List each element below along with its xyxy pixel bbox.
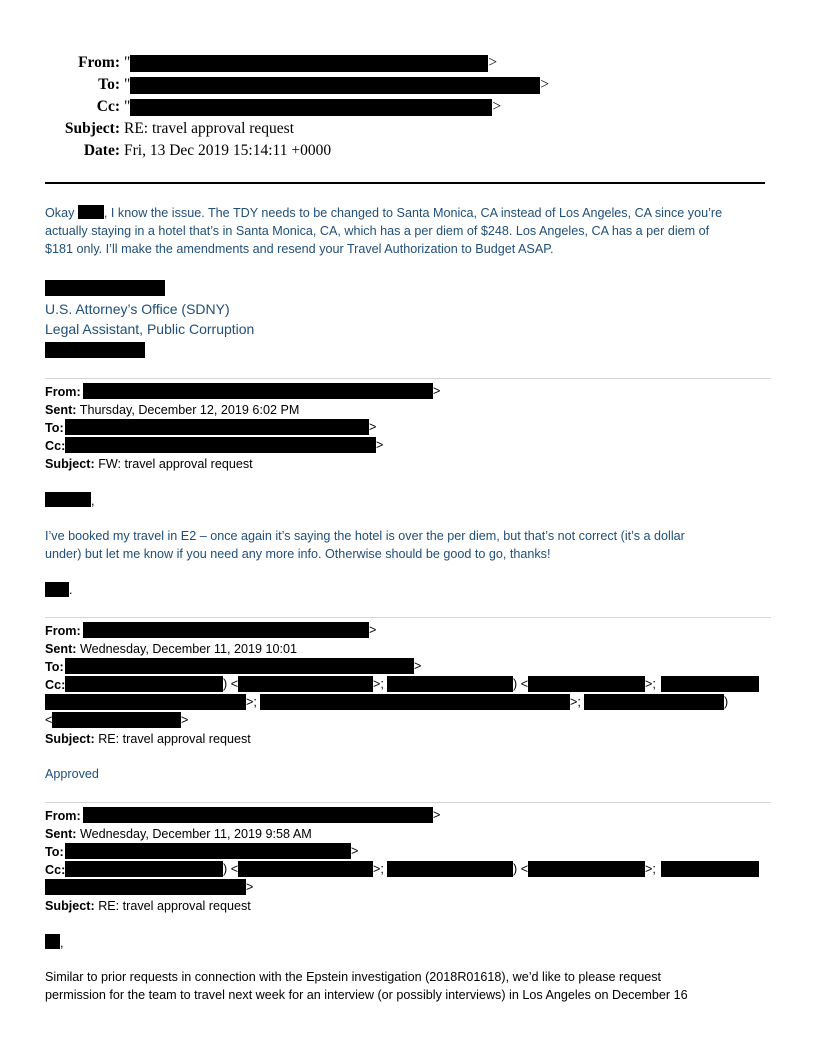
msg3-subject-label: Subject:	[45, 899, 95, 913]
msg2-subject: RE: travel approval request	[98, 732, 251, 746]
redaction	[78, 205, 104, 219]
recipient-separator: >;	[645, 862, 656, 876]
msg3-to-label: To:	[45, 845, 64, 859]
recipient-separator: >;	[373, 677, 384, 691]
msg3-cc-label: Cc:	[45, 863, 66, 877]
redaction	[65, 658, 414, 674]
redaction	[238, 676, 373, 692]
msg3-sent-row	[45, 825, 312, 843]
msg1-sent: Thursday, December 12, 2019 6:02 PM	[79, 403, 300, 417]
msg2-sent-row	[45, 640, 297, 658]
redaction	[45, 879, 246, 895]
redaction	[45, 342, 145, 358]
msg2-body: Approved	[45, 767, 99, 781]
recipient-separator: >;	[373, 862, 384, 876]
redaction	[65, 419, 369, 435]
redaction	[387, 861, 513, 877]
header-cc-row	[0, 98, 816, 120]
redaction	[65, 861, 223, 877]
msg1-to-row	[45, 419, 64, 437]
redaction	[260, 694, 570, 710]
reply-line-3: $181 only. I’ll make the amendments and resend your Travel Authorization to Budget ASAP.	[45, 242, 554, 256]
angle-bracket: >	[351, 844, 359, 858]
msg2-subject-label: Subject:	[45, 732, 95, 746]
header-cc-value: " >	[124, 98, 502, 115]
reply-text: , I know the issue. The TDY needs to be changed to Santa Monica, CA instead of Los Angeles, CA since you’re	[103, 206, 723, 220]
header-to-value: " >	[124, 76, 550, 93]
reply-greeting: Okay	[45, 206, 75, 220]
header-date-label: Date:	[83, 142, 120, 159]
redaction	[661, 861, 759, 877]
redaction	[130, 77, 540, 94]
msg3-sent-label: Sent:	[45, 827, 77, 841]
angle-bracket: >	[414, 659, 422, 673]
header-divider	[45, 182, 765, 184]
angle-bracket: >	[376, 438, 384, 452]
msg1-from-label: From:	[45, 385, 81, 399]
redaction	[130, 99, 492, 116]
msg1-from-row	[45, 383, 81, 401]
header-subject: RE: travel approval request	[124, 120, 295, 137]
angle-bracket: >	[433, 808, 441, 822]
angle-bracket: >	[433, 384, 441, 398]
msg1-subject-label: Subject:	[45, 457, 95, 471]
redaction	[130, 55, 488, 72]
msg3-subject-row	[45, 897, 251, 915]
angle-bracket: >	[369, 623, 377, 637]
msg1-sent-row	[45, 401, 299, 419]
msg1-subject-row	[45, 455, 253, 473]
header-to-row	[0, 76, 816, 98]
msg3-to-row	[45, 843, 64, 861]
redaction	[65, 843, 351, 859]
header-from-label: From:	[78, 54, 120, 71]
redaction	[45, 694, 246, 710]
recipient-separator: ) <	[513, 862, 529, 876]
header-from-row	[0, 54, 816, 76]
redaction	[661, 676, 759, 692]
redaction	[584, 694, 724, 710]
comma: ,	[91, 494, 95, 508]
recipient-separator: ) <	[223, 677, 239, 691]
angle-bracket: >	[181, 713, 189, 727]
redaction	[65, 676, 223, 692]
recipient-separator: )	[724, 695, 729, 709]
angle-bracket: >	[369, 420, 377, 434]
header-subject-label: Subject:	[64, 120, 120, 137]
msg1-subject: FW: travel approval request	[98, 457, 253, 471]
redaction	[65, 437, 376, 453]
recipient-separator: ) <	[223, 862, 239, 876]
redaction	[528, 861, 645, 877]
header-from-value: " >	[124, 54, 498, 71]
msg3-body-line-1: Similar to prior requests in connection with the Epstein investigation (2018R01618), we’d like to please request	[45, 970, 662, 984]
recipient-separator: >;	[246, 695, 257, 709]
redaction	[45, 280, 165, 296]
msg3-sent: Wednesday, December 11, 2019 9:58 AM	[79, 827, 312, 841]
msg2-cc-label: Cc:	[45, 678, 66, 692]
msg3-from-row	[45, 807, 81, 825]
msg1-body-line-2: under) but let me know if you need any more info. Otherwise should be good to go, thanks!	[45, 547, 551, 561]
redaction	[45, 582, 69, 597]
signature-office: U.S. Attorney’s Office (SDNY)	[45, 301, 230, 317]
msg2-cc-row	[45, 676, 65, 694]
msg1-sent-label: Sent:	[45, 403, 77, 417]
msg3-cc-row	[45, 861, 65, 879]
header-to-label: To:	[98, 76, 120, 93]
redaction	[528, 676, 645, 692]
msg3-subject: RE: travel approval request	[98, 899, 251, 913]
header-date: Fri, 13 Dec 2019 15:14:11 +0000	[124, 142, 332, 159]
msg1-to-label: To:	[45, 421, 64, 435]
msg3-from-label: From:	[45, 809, 81, 823]
message-divider	[45, 378, 771, 379]
header-subject-row	[0, 120, 816, 142]
signature-title: Legal Assistant, Public Corruption	[45, 321, 255, 337]
email-header	[0, 54, 816, 164]
redaction	[83, 807, 433, 823]
reply-line-1	[45, 204, 722, 222]
msg3-body-line-2: permission for the team to travel next week for an interview (or possibly interviews) in Los Angeles on December 16	[45, 988, 688, 1002]
header-date-row	[0, 142, 816, 164]
msg2-sent: Wednesday, December 11, 2019 10:01	[79, 642, 298, 656]
msg2-from-row	[45, 622, 81, 640]
msg1-body-line-1: I’ve booked my travel in E2 – once again it’s saying the hotel is over the per diem, but that’s not correct (it’s a dollar	[45, 529, 685, 543]
redaction	[45, 934, 60, 949]
redaction	[387, 676, 513, 692]
msg2-to-row	[45, 658, 64, 676]
redaction	[83, 622, 369, 638]
comma: ,	[60, 936, 64, 950]
reply-line-2: actually staying in a hotel that’s in Santa Monica, CA, which has a per diem of $248. Los Angeles, CA has a per diem of	[45, 224, 710, 238]
message-divider	[45, 617, 771, 618]
msg2-subject-row	[45, 730, 251, 748]
msg2-sent-label: Sent:	[45, 642, 77, 656]
header-cc-label: Cc:	[96, 98, 120, 115]
msg1-cc-row	[45, 437, 65, 455]
redaction	[238, 861, 373, 877]
recipient-separator: ) <	[513, 677, 529, 691]
message-divider	[45, 802, 771, 803]
msg2-from-label: From:	[45, 624, 81, 638]
msg1-cc-label: Cc:	[45, 439, 66, 453]
recipient-separator: <	[45, 713, 53, 727]
angle-bracket: >	[246, 880, 254, 894]
msg2-to-label: To:	[45, 660, 64, 674]
recipient-separator: >;	[570, 695, 581, 709]
redaction	[83, 383, 433, 399]
redaction	[52, 712, 181, 728]
recipient-separator: >;	[645, 677, 656, 691]
redaction	[45, 492, 91, 507]
period: .	[69, 583, 73, 597]
